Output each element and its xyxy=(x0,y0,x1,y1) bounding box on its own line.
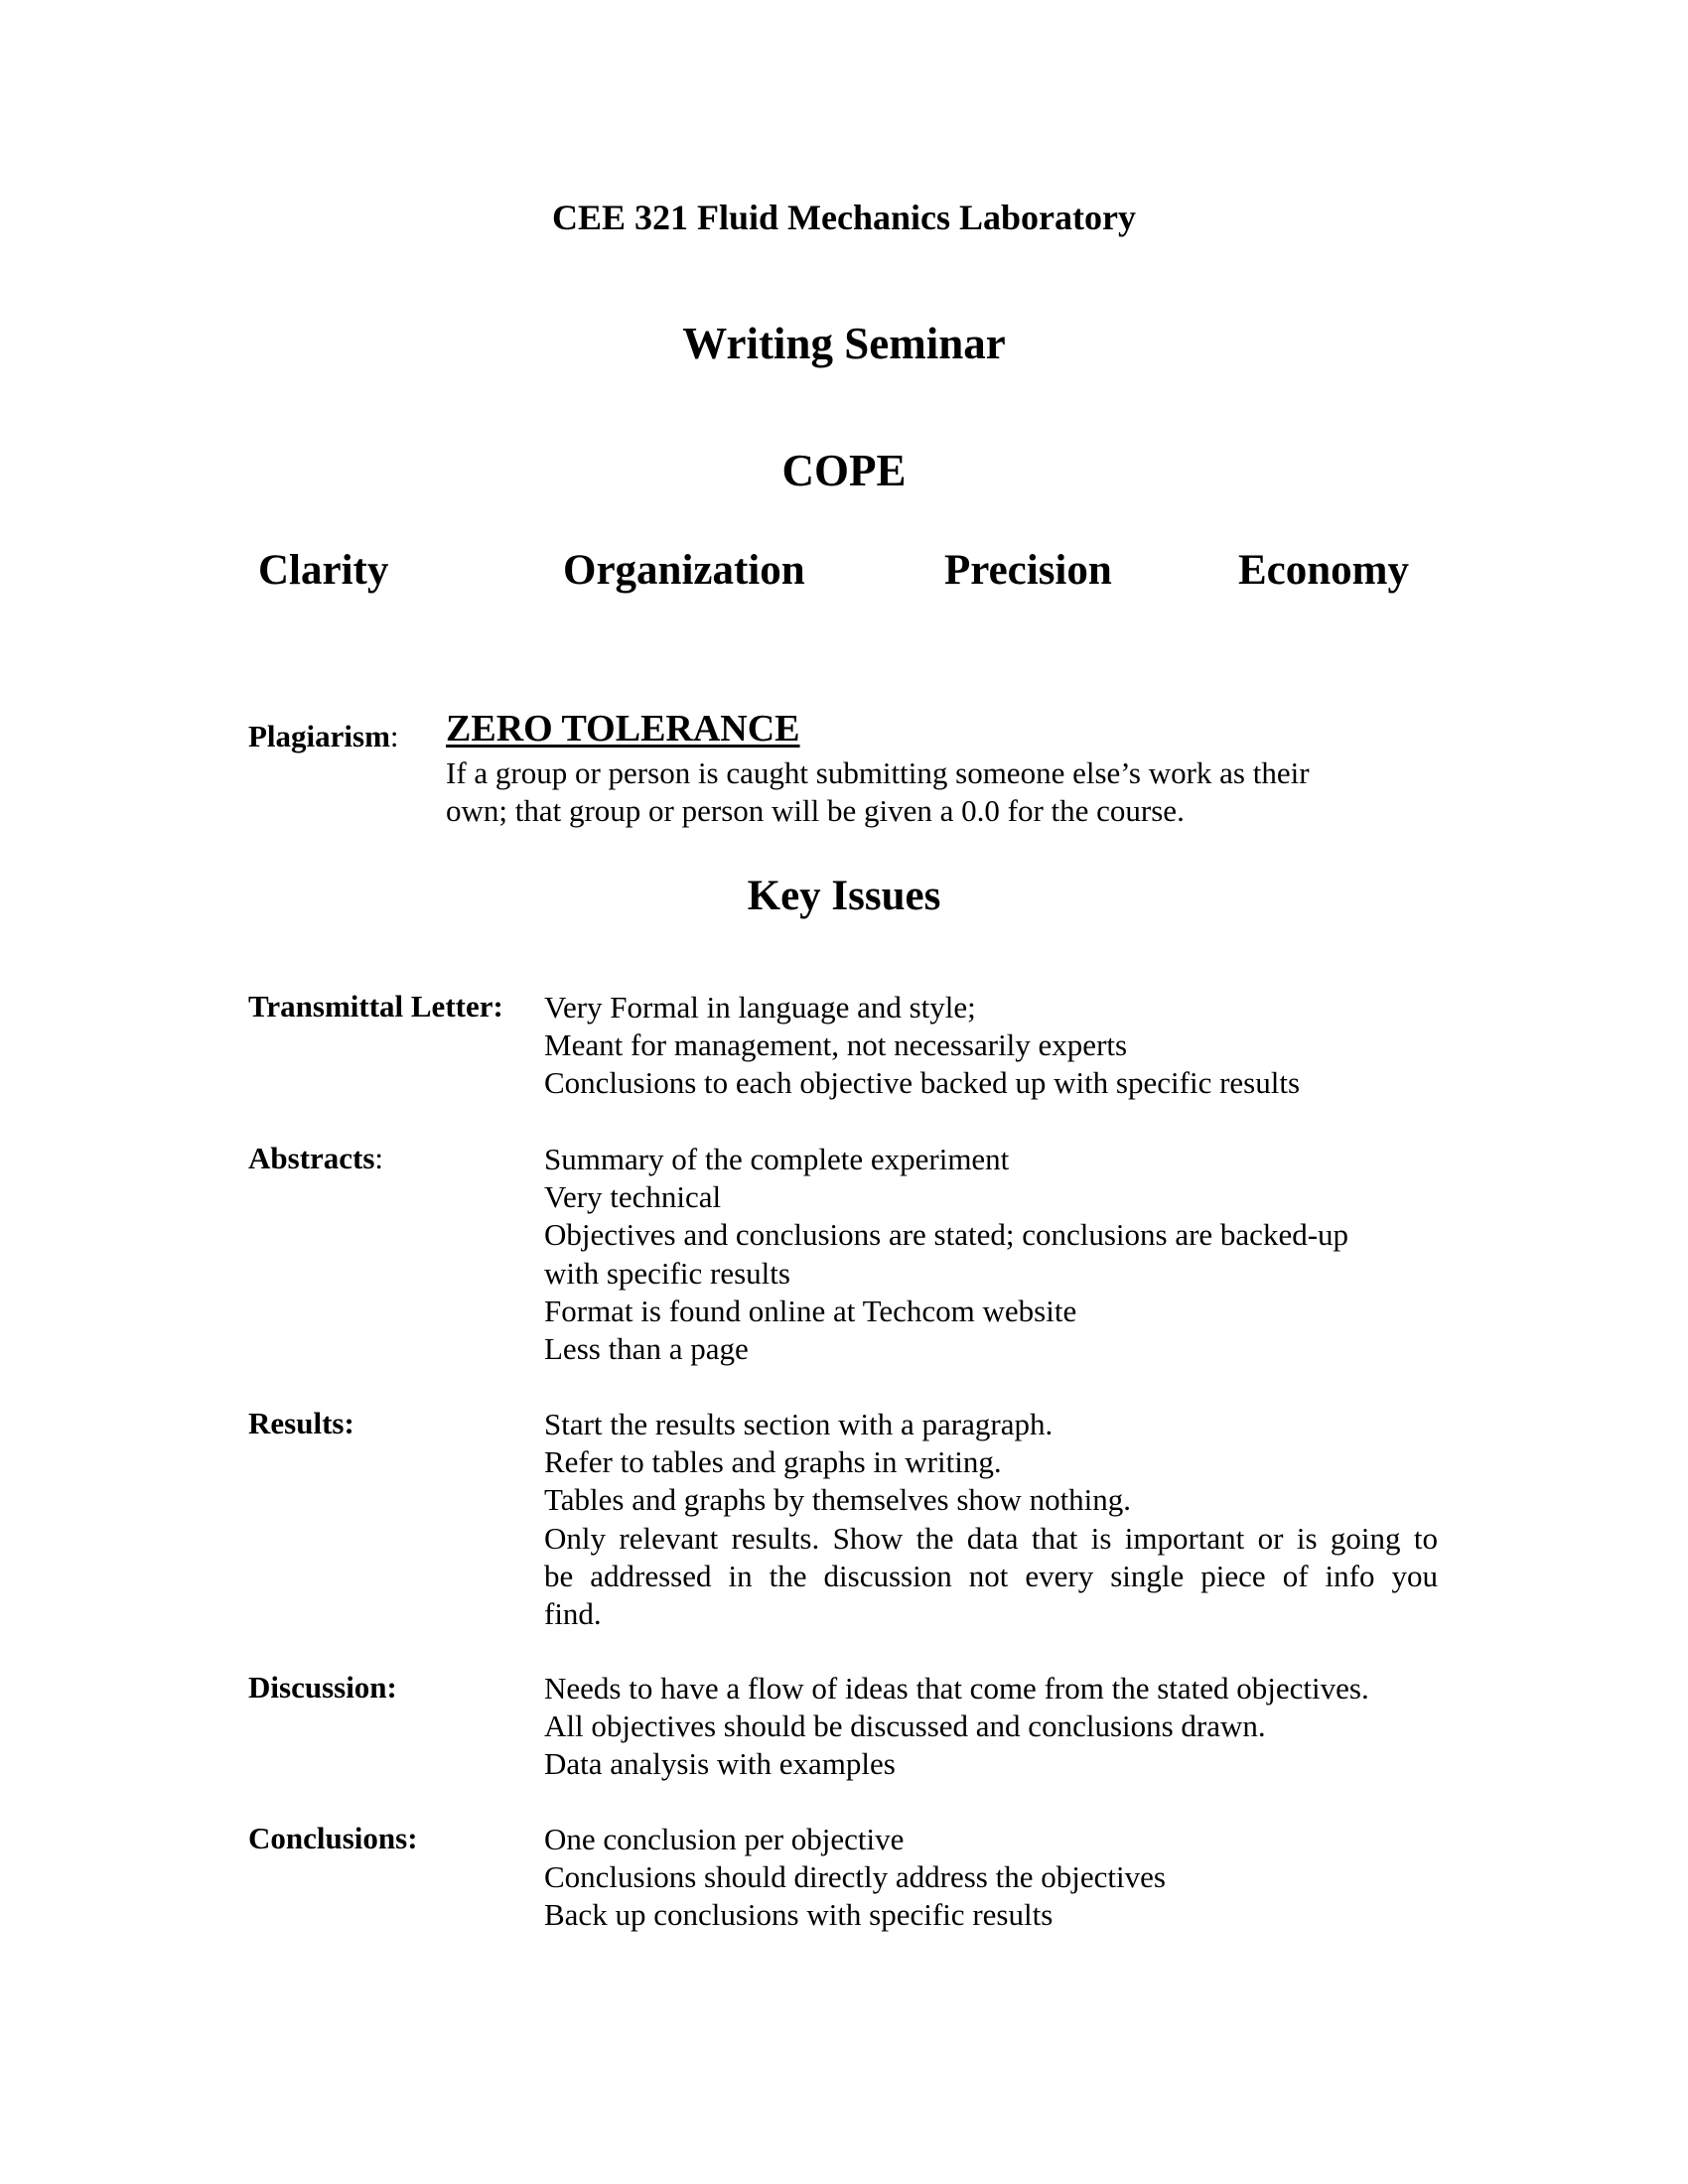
discussion-line: All objectives should be discussed and conclusions drawn. xyxy=(544,1708,1266,1744)
course-title: CEE 321 Fluid Mechanics Laboratory xyxy=(551,198,1136,237)
discussion-line: Needs to have a flow of ideas that come from the stated objectives. xyxy=(544,1671,1369,1706)
abstracts-line: Format is found online at Techcom website xyxy=(544,1293,1077,1328)
conclusions-line: Conclusions should directly address the objectives xyxy=(544,1859,1166,1895)
abstracts-line: with specific results xyxy=(544,1255,790,1291)
key-issues-heading: Key Issues xyxy=(747,873,941,919)
conclusions-line: One conclusion per objective xyxy=(544,1822,905,1856)
principle-economy: Economy xyxy=(1238,547,1409,594)
discussion-label: Discussion: xyxy=(248,1670,397,1705)
results-line: Tables and graphs by themselves show nothing. xyxy=(544,1482,1132,1518)
abstracts-line: Less than a page xyxy=(544,1331,749,1367)
plagiarism-label: Plagiarism: xyxy=(248,719,399,753)
conclusions-line: Back up conclusions with specific results xyxy=(544,1897,1054,1933)
abstracts-lines xyxy=(544,1141,1438,1368)
results-line: Refer to tables and graphs in writing. xyxy=(544,1444,1002,1480)
plagiarism-line: If a group or person is caught submitting someone else’s work as their xyxy=(446,755,1310,790)
transmittal-line: Very Formal in language and style; xyxy=(544,990,976,1024)
plagiarism-line: own; that group or person will be given a 0.0 for the course. xyxy=(446,793,1185,828)
transmittal-label: Transmittal Letter: xyxy=(248,989,503,1024)
results-label: Results: xyxy=(248,1406,354,1440)
results-line: Start the results section with a paragraph. xyxy=(544,1407,1054,1441)
plagiarism-policy: ZERO TOLERANCE xyxy=(446,708,800,750)
discussion-lines xyxy=(544,1670,1438,1784)
principle-precision: Precision xyxy=(944,547,1112,594)
transmittal-line: Conclusions to each objective backed up with specific results xyxy=(544,1065,1301,1101)
principle-clarity: Clarity xyxy=(258,547,389,594)
abstracts-line: Summary of the complete experiment xyxy=(544,1142,1010,1176)
abstracts-line: Very technical xyxy=(544,1179,722,1215)
transmittal-line: Meant for management, not necessarily experts xyxy=(544,1027,1128,1063)
abstracts-line: Objectives and conclusions are stated; conclusions are backed-up xyxy=(544,1217,1349,1253)
conclusions-lines xyxy=(544,1821,1438,1935)
abstracts-label: Abstracts: xyxy=(248,1141,384,1175)
cope-acronym: COPE xyxy=(781,446,907,495)
plagiarism-text xyxy=(446,754,1399,830)
results-line: be addressed in the discussion not every single piece of info you xyxy=(544,1558,1438,1593)
results-lines xyxy=(544,1406,1438,1633)
seminar-title: Writing Seminar xyxy=(682,319,1006,368)
results-line: find. xyxy=(544,1596,602,1632)
principle-organization: Organization xyxy=(563,547,805,594)
results-line: Only relevant results. Show the data that is important or is going to xyxy=(544,1520,1438,1556)
transmittal-lines xyxy=(544,989,1438,1103)
discussion-line: Data analysis with examples xyxy=(544,1746,896,1782)
conclusions-label: Conclusions: xyxy=(248,1821,418,1855)
